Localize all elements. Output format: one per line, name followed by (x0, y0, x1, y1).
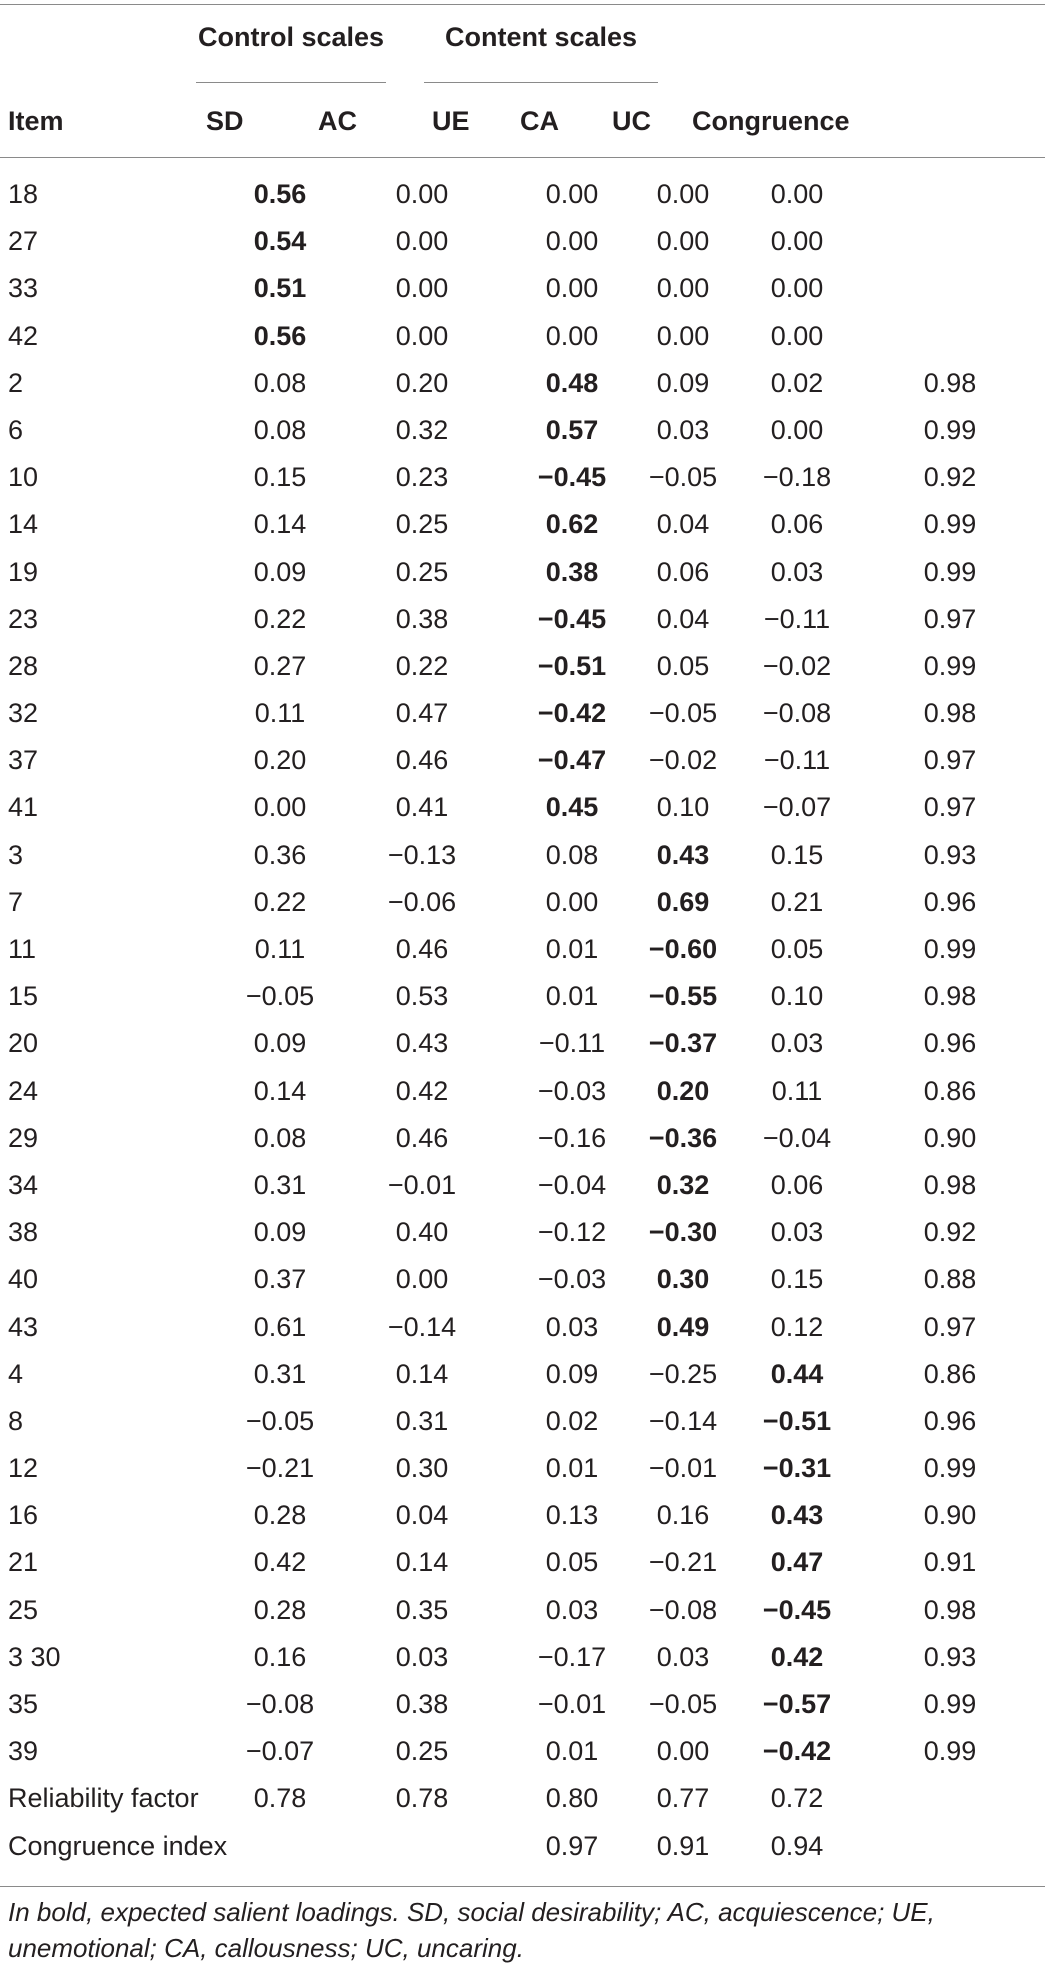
group-header-content: Content scales (444, 22, 638, 52)
cell-congruence: 0.99 (923, 1689, 977, 1719)
cell-sd: 0.31 (253, 1169, 307, 1200)
cell-item: 12 (8, 1453, 39, 1484)
cell-ac: 0.14 (395, 1358, 449, 1389)
cell-ca: −0.05 (648, 1689, 718, 1719)
cell-ue: 0.01 (545, 981, 599, 1012)
cell-uc: −0.18 (762, 462, 832, 493)
cell-ue: 0.03 (545, 1311, 599, 1342)
cell-ca: 0.49 (656, 1311, 710, 1342)
cell-ca: 0.00 (656, 179, 710, 209)
table-row (0, 831, 1045, 878)
table-row (0, 1303, 1045, 1350)
cell-ca: −0.25 (648, 1358, 718, 1389)
cell-item: 18 (8, 179, 39, 209)
cell-ca: 0.00 (656, 320, 710, 351)
cell-item: 6 (8, 414, 24, 445)
cell-uc: 0.00 (770, 179, 824, 209)
group-header-control: Control scales (197, 22, 385, 52)
cell-ue: 0.00 (545, 320, 599, 351)
cell-ac: 0.14 (395, 1547, 449, 1578)
cell-uc: 0.03 (770, 1217, 824, 1248)
table-header-rule (0, 157, 1045, 158)
cell-sd: −0.05 (245, 1405, 315, 1436)
cell-ca: 0.69 (656, 886, 710, 917)
cell-ue: 0.00 (545, 179, 599, 209)
cell-uc: −0.57 (762, 1689, 832, 1719)
table-row (0, 1255, 1045, 1302)
table-row (0, 1727, 1045, 1774)
cell-uc: −0.45 (762, 1594, 832, 1625)
cell-uc: 0.00 (770, 414, 824, 445)
cell-sd: 0.11 (254, 934, 306, 964)
cell-ac: 0.41 (395, 792, 449, 823)
cell-uc: 0.10 (770, 981, 824, 1012)
cell-ca: −0.36 (648, 1122, 718, 1153)
cell-ac: 0.38 (395, 603, 449, 634)
cell-uc: 0.43 (770, 1500, 824, 1531)
cell-ue: −0.45 (537, 603, 607, 634)
cell-sd: 0.78 (253, 1783, 307, 1814)
cell-congruence: 0.99 (923, 934, 977, 964)
table-row (0, 217, 1045, 264)
table-row (0, 453, 1045, 500)
cell-ac: 0.38 (395, 1689, 449, 1719)
cell-ue: 0.00 (545, 886, 599, 917)
cell-ac: 0.22 (395, 650, 449, 681)
cell-uc: 0.06 (770, 509, 824, 540)
table-row (0, 1491, 1045, 1538)
cell-sd: 0.54 (253, 226, 307, 257)
cell-item: 3 30 (8, 1641, 61, 1672)
cell-uc: 0.00 (770, 226, 824, 257)
cell-ac: 0.32 (395, 414, 449, 445)
cell-congruence: 0.91 (923, 1547, 977, 1578)
cell-item: 19 (8, 556, 39, 587)
column-header-ca: CA (520, 106, 559, 136)
table-row (0, 264, 1045, 311)
table-row (0, 1586, 1045, 1633)
cell-sd: 0.20 (253, 745, 307, 776)
cell-congruence: 0.96 (923, 886, 977, 917)
table-row (0, 1538, 1045, 1585)
cell-uc: 0.47 (770, 1547, 824, 1578)
cell-congruence: 0.98 (923, 367, 977, 398)
cell-ac: 0.00 (395, 273, 449, 304)
cell-ue: 0.48 (545, 367, 599, 398)
cell-ac: 0.46 (395, 1122, 449, 1153)
column-header-ue: UE (432, 106, 470, 136)
cell-ca: −0.05 (648, 698, 718, 729)
table-row (0, 595, 1045, 642)
cell-sd: 0.08 (253, 1122, 307, 1153)
cell-ue: 0.13 (545, 1500, 599, 1531)
cell-ue: 0.00 (545, 273, 599, 304)
cell-item: 15 (8, 981, 39, 1012)
cell-ca: 0.03 (656, 414, 710, 445)
cell-item: 14 (8, 509, 39, 540)
group-rule-control (196, 82, 386, 83)
cell-ac: 0.00 (395, 226, 449, 257)
cell-ca: 0.32 (656, 1169, 710, 1200)
cell-congruence: 0.98 (923, 1594, 977, 1625)
cell-congruence: 0.88 (923, 1264, 977, 1295)
cell-ca: 0.09 (656, 367, 710, 398)
cell-item: 42 (8, 320, 39, 351)
cell-ue: 0.08 (545, 839, 599, 870)
cell-sd: 0.15 (253, 462, 307, 493)
cell-ac: 0.43 (395, 1028, 449, 1059)
cell-item: 43 (8, 1311, 39, 1342)
cell-ca: 0.04 (656, 509, 710, 540)
cell-ue: −0.12 (537, 1217, 607, 1248)
cell-ac: 0.00 (395, 320, 449, 351)
cell-sd: −0.07 (245, 1736, 315, 1767)
cell-ac: 0.42 (395, 1075, 449, 1106)
cell-congruence: 0.99 (923, 509, 977, 540)
cell-ca: 0.00 (656, 226, 710, 257)
cell-item: 40 (8, 1264, 39, 1295)
cell-ue: 0.03 (545, 1594, 599, 1625)
cell-ac: −0.14 (387, 1311, 457, 1342)
cell-congruence: 0.90 (923, 1122, 977, 1153)
table-row (0, 972, 1045, 1019)
table-row (0, 783, 1045, 830)
cell-uc: 0.15 (770, 839, 824, 870)
cell-congruence: 0.98 (923, 981, 977, 1012)
cell-item: 11 (8, 934, 37, 964)
cell-ue: 0.45 (545, 792, 599, 823)
cell-ac: −0.06 (387, 886, 457, 917)
cell-ue: 0.97 (545, 1830, 599, 1861)
cell-congruence: 0.97 (923, 1311, 977, 1342)
table-row (0, 312, 1045, 359)
cell-ue: 0.57 (545, 414, 599, 445)
cell-ac: 0.03 (395, 1641, 449, 1672)
cell-item: 38 (8, 1217, 39, 1248)
cell-ca: −0.01 (648, 1453, 718, 1484)
cell-sd: 0.11 (254, 698, 306, 729)
cell-congruence: 0.97 (923, 792, 977, 823)
cell-uc: 0.42 (770, 1641, 824, 1672)
cell-item: 34 (8, 1169, 39, 1200)
cell-sd: 0.56 (253, 179, 307, 209)
cell-uc: 0.15 (770, 1264, 824, 1295)
cell-uc: −0.11 (763, 745, 831, 776)
cell-ac: 0.25 (395, 509, 449, 540)
cell-ue: 0.62 (545, 509, 599, 540)
cell-ue: −0.11 (538, 1028, 606, 1059)
cell-item: 2 (8, 367, 24, 398)
cell-uc: −0.31 (762, 1453, 832, 1484)
table-row (0, 689, 1045, 736)
cell-ac: 0.20 (395, 367, 449, 398)
cell-item: 3 (8, 839, 24, 870)
cell-ue: −0.03 (537, 1075, 607, 1106)
cell-sd: 0.27 (253, 650, 307, 681)
cell-ca: −0.05 (648, 462, 718, 493)
table-row (0, 1019, 1045, 1066)
cell-congruence: 0.99 (923, 1736, 977, 1767)
cell-ue: 0.09 (545, 1358, 599, 1389)
cell-ue: 0.01 (545, 1453, 599, 1484)
cell-ca: −0.02 (648, 745, 718, 776)
cell-uc: 0.94 (770, 1830, 824, 1861)
cell-item: 8 (8, 1405, 24, 1436)
cell-congruence: 0.96 (923, 1028, 977, 1059)
table-row (0, 1350, 1045, 1397)
cell-item: 21 (8, 1547, 39, 1578)
cell-uc: 0.72 (770, 1783, 824, 1814)
cell-sd: 0.31 (253, 1358, 307, 1389)
cell-ca: −0.21 (648, 1547, 718, 1578)
cell-congruence: 0.86 (923, 1358, 977, 1389)
cell-congruence: 0.99 (923, 414, 977, 445)
cell-ue: 0.01 (545, 1736, 599, 1767)
cell-congruence: 0.97 (923, 745, 977, 776)
cell-uc: −0.51 (762, 1405, 832, 1436)
cell-item: 25 (8, 1594, 39, 1625)
cell-ac: 0.35 (395, 1594, 449, 1625)
cell-congruence: 0.93 (923, 1641, 977, 1672)
cell-ca: 0.00 (656, 273, 710, 304)
cell-congruence: 0.99 (923, 650, 977, 681)
cell-sd: 0.36 (253, 839, 307, 870)
cell-ue: 0.02 (545, 1405, 599, 1436)
table-row (0, 1397, 1045, 1444)
cell-uc: 0.05 (770, 934, 824, 964)
cell-sd: −0.08 (245, 1689, 315, 1719)
cell-item: 28 (8, 650, 39, 681)
cell-ac: 0.46 (395, 934, 449, 964)
cell-ue: −0.51 (537, 650, 607, 681)
cell-congruence: 0.90 (923, 1500, 977, 1531)
cell-ca: −0.14 (648, 1405, 718, 1436)
cell-uc: −0.04 (762, 1122, 832, 1153)
cell-sd: 0.09 (253, 1028, 307, 1059)
cell-uc: 0.12 (770, 1311, 824, 1342)
cell-congruence: 0.86 (923, 1075, 977, 1106)
table-row (0, 500, 1045, 547)
cell-ca: 0.05 (656, 650, 710, 681)
cell-uc: −0.08 (762, 698, 832, 729)
cell-congruence: 0.97 (923, 603, 977, 634)
cell-ca: 0.20 (656, 1075, 710, 1106)
cell-ac: 0.00 (395, 1264, 449, 1295)
cell-sd: 0.22 (253, 603, 307, 634)
cell-item: 39 (8, 1736, 39, 1767)
cell-congruence: 0.99 (923, 1453, 977, 1484)
cell-ca: 0.10 (656, 792, 710, 823)
cell-congruence: 0.96 (923, 1405, 977, 1436)
table-bottom-rule (0, 1886, 1045, 1887)
table-row (0, 1680, 1045, 1727)
cell-ac: 0.04 (395, 1500, 449, 1531)
cell-sd: 0.00 (253, 792, 307, 823)
cell-ac: 0.47 (395, 698, 449, 729)
cell-sd: 0.56 (253, 320, 307, 351)
cell-congruence: 0.92 (923, 462, 977, 493)
cell-congruence: 0.93 (923, 839, 977, 870)
cell-item: 27 (8, 226, 39, 257)
cell-uc: −0.11 (763, 603, 831, 634)
cell-ac: 0.53 (395, 981, 449, 1012)
table-footnote: In bold, expected salient loadings. SD, social desirability; AC, acquiescence; UE, unemotional; CA, callousness; UC, uncaring. (8, 1897, 935, 1963)
table-body (0, 170, 1045, 1869)
column-header-sd: SD (206, 106, 244, 136)
cell-ca: 0.16 (656, 1500, 710, 1531)
cell-ca: 0.91 (656, 1830, 710, 1861)
cell-ca: −0.08 (648, 1594, 718, 1625)
cell-item: 7 (8, 886, 24, 917)
table-row (0, 1774, 1045, 1821)
table-row (0, 1114, 1045, 1161)
cell-item: 33 (8, 273, 39, 304)
cell-ca: 0.30 (656, 1264, 710, 1295)
cell-sd: 0.14 (253, 509, 307, 540)
cell-item: 37 (8, 745, 39, 776)
cell-sd: 0.22 (253, 886, 307, 917)
cell-ac: 0.25 (395, 556, 449, 587)
table-row (0, 1633, 1045, 1680)
cell-sd: −0.21 (245, 1453, 315, 1484)
table-row (0, 170, 1045, 217)
table-row (0, 1444, 1045, 1491)
cell-uc: −0.07 (762, 792, 832, 823)
cell-item: Congruence index (8, 1830, 228, 1861)
cell-uc: 0.06 (770, 1169, 824, 1200)
cell-ca: 0.04 (656, 603, 710, 634)
cell-uc: −0.42 (762, 1736, 832, 1767)
cell-sd: 0.08 (253, 367, 307, 398)
cell-ac: 0.30 (395, 1453, 449, 1484)
cell-sd: 0.28 (253, 1500, 307, 1531)
cell-sd: 0.28 (253, 1594, 307, 1625)
cell-item: 24 (8, 1075, 39, 1106)
cell-ue: 0.05 (545, 1547, 599, 1578)
cell-sd: 0.61 (253, 1311, 307, 1342)
table-row (0, 736, 1045, 783)
cell-uc: 0.44 (770, 1358, 824, 1389)
column-header-item: Item (8, 106, 64, 136)
cell-ca: −0.30 (648, 1217, 718, 1248)
table-row (0, 359, 1045, 406)
cell-congruence: 0.92 (923, 1217, 977, 1248)
cell-ac: 0.25 (395, 1736, 449, 1767)
cell-item: 16 (8, 1500, 39, 1531)
cell-uc: 0.00 (770, 273, 824, 304)
cell-ca: 0.00 (656, 1736, 710, 1767)
cell-congruence: 0.99 (923, 556, 977, 587)
cell-ca: 0.03 (656, 1641, 710, 1672)
cell-ac: −0.01 (387, 1169, 457, 1200)
table-row (0, 548, 1045, 595)
cell-sd: 0.14 (253, 1075, 307, 1106)
cell-ue: 0.38 (545, 556, 599, 587)
cell-ue: −0.17 (537, 1641, 607, 1672)
cell-item: 41 (8, 792, 39, 823)
table-row (0, 406, 1045, 453)
cell-ue: −0.16 (537, 1122, 607, 1153)
cell-ca: 0.43 (656, 839, 710, 870)
cell-ue: −0.47 (537, 745, 607, 776)
cell-ac: 0.46 (395, 745, 449, 776)
cell-sd: 0.09 (253, 556, 307, 587)
cell-congruence: 0.98 (923, 1169, 977, 1200)
cell-ca: −0.55 (648, 981, 718, 1012)
cell-uc: 0.02 (770, 367, 824, 398)
group-rule-content (424, 82, 658, 83)
cell-item: 35 (8, 1689, 39, 1719)
cell-sd: 0.08 (253, 414, 307, 445)
column-header-uc: UC (612, 106, 651, 136)
table-top-rule (0, 4, 1045, 5)
table-row (0, 1161, 1045, 1208)
cell-ca: −0.60 (648, 934, 718, 964)
cell-sd: 0.42 (253, 1547, 307, 1578)
cell-ac: 0.40 (395, 1217, 449, 1248)
cell-ue: −0.45 (537, 462, 607, 493)
cell-uc: −0.02 (762, 650, 832, 681)
cell-item: 10 (8, 462, 39, 493)
cell-uc: 0.03 (770, 1028, 824, 1059)
cell-item: 29 (8, 1122, 39, 1153)
cell-ac: 0.78 (395, 1783, 449, 1814)
cell-ue: 0.01 (545, 934, 599, 964)
cell-ac: 0.23 (395, 462, 449, 493)
cell-ca: 0.77 (656, 1783, 710, 1814)
cell-item: 23 (8, 603, 39, 634)
cell-uc: 0.00 (770, 320, 824, 351)
table-row (0, 1208, 1045, 1255)
cell-ac: 0.31 (395, 1405, 449, 1436)
cell-ca: −0.37 (648, 1028, 718, 1059)
cell-sd: 0.09 (253, 1217, 307, 1248)
cell-congruence: 0.98 (923, 698, 977, 729)
table-row (0, 642, 1045, 689)
cell-ue: −0.01 (537, 1689, 607, 1719)
cell-sd: 0.37 (253, 1264, 307, 1295)
cell-ac: 0.00 (395, 179, 449, 209)
cell-uc: 0.11 (771, 1075, 823, 1106)
cell-item: Reliability factor (8, 1783, 199, 1814)
cell-ac: −0.13 (387, 839, 457, 870)
table-row (0, 925, 1045, 972)
table-row (0, 878, 1045, 925)
cell-uc: 0.03 (770, 556, 824, 587)
cell-ue: −0.03 (537, 1264, 607, 1295)
column-header-ac: AC (318, 106, 357, 136)
cell-uc: 0.21 (770, 886, 824, 917)
cell-item: 20 (8, 1028, 39, 1059)
table-row (0, 1067, 1045, 1114)
cell-item: 32 (8, 698, 39, 729)
cell-ue: −0.42 (537, 698, 607, 729)
table-row (0, 1822, 1045, 1869)
cell-sd: −0.05 (245, 981, 315, 1012)
cell-sd: 0.16 (253, 1641, 307, 1672)
cell-ue: −0.04 (537, 1169, 607, 1200)
cell-item: 4 (8, 1358, 24, 1389)
cell-ue: 0.00 (545, 226, 599, 257)
cell-sd: 0.51 (253, 273, 307, 304)
cell-ca: 0.06 (656, 556, 710, 587)
cell-ue: 0.80 (545, 1783, 599, 1814)
column-header-congruence: Congruence (692, 106, 850, 136)
